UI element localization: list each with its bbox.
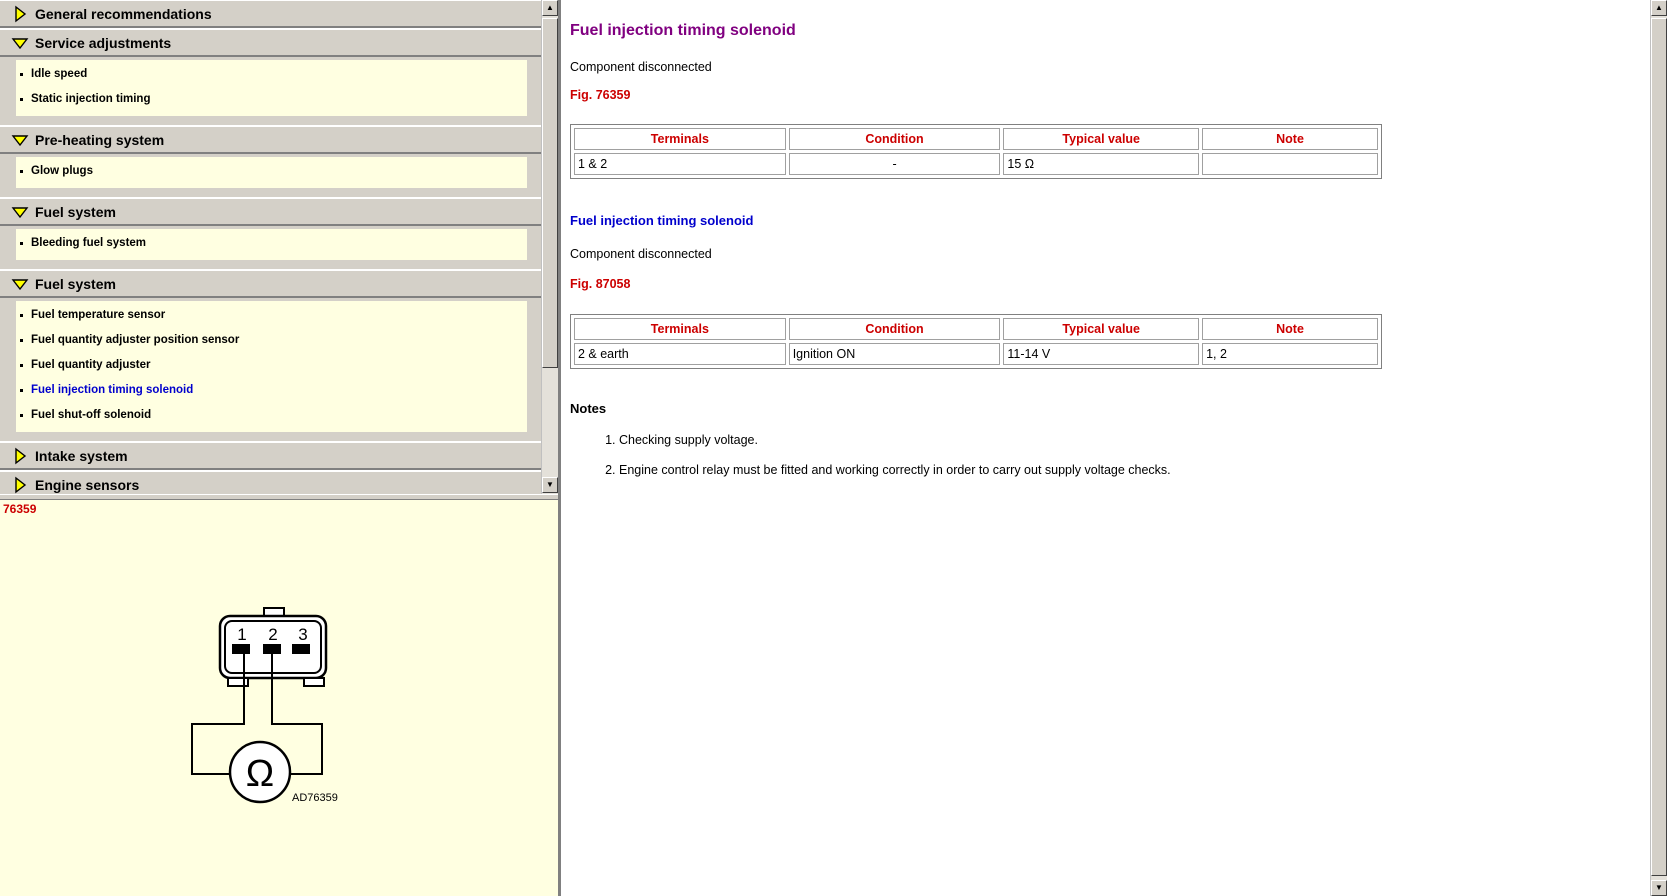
pin-number: 3 [298,625,308,644]
cell-typical-value: 11-14 V [1003,343,1199,365]
section-fuel-system [0,198,541,270]
component-state: Component disconnected [570,247,712,261]
yellow-arrow-icon [12,477,28,493]
figure-link[interactable]: Fig. 76359 [570,88,631,102]
section-header-pre-heating-system[interactable] [0,126,541,154]
section-header-intake-system[interactable] [0,442,541,470]
component-state: Component disconnected [570,60,712,74]
scroll-down-button[interactable]: ▼ [542,477,558,493]
scroll-thumb[interactable] [542,18,558,368]
voltage-table [570,314,1382,369]
table-header-row [574,318,1378,340]
ohmmeter-symbol: Ω [245,753,275,795]
cell-terminals: 2 & earth [574,343,786,365]
nav-item-fuel-quantity-adjuster-position-sensor[interactable]: Fuel quantity adjuster position sensor [16,328,527,353]
scroll-up-button[interactable]: ▲ [1651,0,1667,16]
resistance-table [570,124,1382,179]
notes-list [570,425,1650,485]
yellow-arrow-down-icon [12,204,28,220]
yellow-arrow-icon [12,448,28,464]
table-row [574,153,1378,175]
section-title: Service adjustments [35,35,172,51]
nav-item-fuel-quantity-adjuster[interactable]: Fuel quantity adjuster [16,353,527,378]
cell-condition: Ignition ON [789,343,1001,365]
connector-ohmmeter-diagram [180,600,380,820]
scroll-down-button[interactable]: ▼ [1651,880,1667,896]
section-items [16,301,527,432]
column-header: Terminals [574,318,786,340]
figure-number: 76359 [3,502,37,516]
column-header: Terminals [574,128,786,150]
table-row [574,343,1378,365]
section-items [16,60,527,116]
section-title: Fuel system [35,276,116,292]
nav-item-fuel-shut-off-solenoid[interactable]: Fuel shut-off solenoid [16,403,527,428]
yellow-arrow-down-icon [12,35,28,51]
nav-item-bleeding-fuel-system[interactable]: Bleeding fuel system [16,231,527,256]
column-header: Condition [789,318,1001,340]
section-items [16,229,527,260]
section-header-service-adjustments[interactable] [0,29,541,57]
cell-typical-value: 15 Ω [1003,153,1199,175]
cell-terminals: 1 & 2 [574,153,786,175]
nav-item-static-injection-timing[interactable]: Static injection timing [16,87,527,112]
section-pre-heating-system [0,126,541,198]
section-intake-system [0,442,541,471]
section-general-recommendations [0,0,541,29]
column-header: Note [1202,128,1378,150]
yellow-arrow-icon [12,6,28,22]
page-title: Fuel injection timing solenoid [570,22,796,39]
cell-note: 1, 2 [1202,343,1378,365]
column-header: Note [1202,318,1378,340]
figure-link[interactable]: Fig. 87058 [570,277,631,291]
section-title: Intake system [35,448,128,464]
section-header-general-recommendations[interactable] [0,0,541,28]
nav-scrollbar[interactable] [541,0,558,494]
note-item: 1. Checking supply voltage. [619,425,1650,455]
content-pane [561,0,1663,896]
nav-item-fuel-injection-timing-solenoid[interactable]: Fuel injection timing solenoid [16,378,527,403]
cell-note [1202,153,1378,175]
nav-item-glow-plugs[interactable]: Glow plugs [16,159,527,184]
section-fuel-system-2 [0,270,541,442]
section-items [16,157,527,188]
nav-item-fuel-temperature-sensor[interactable]: Fuel temperature sensor [16,303,527,328]
note-item: 2. Engine control relay must be fitted and working correctly in order to carry out supply voltage checks. [619,455,1650,485]
column-header: Typical value [1003,128,1199,150]
table-header-row [574,128,1378,150]
section-service-adjustments [0,29,541,126]
pin-number: 1 [237,625,247,644]
scroll-thumb[interactable] [1651,18,1667,876]
pin-number: 2 [268,625,278,644]
yellow-arrow-down-icon [12,132,28,148]
section-header-fuel-system[interactable] [0,198,541,226]
section-title: Fuel system [35,204,116,220]
section-subtitle: Fuel injection timing solenoid [570,213,754,228]
section-title: Engine sensors [35,477,140,493]
navigation-pane [0,0,558,494]
figure-code: AD76359 [292,792,338,804]
content-scrollbar[interactable] [1650,0,1667,896]
column-header: Typical value [1003,318,1199,340]
section-title: General recommendations [35,6,212,22]
section-list [0,0,541,500]
nav-item-idle-speed[interactable]: Idle speed [16,62,527,87]
section-header-fuel-system-2[interactable] [0,270,541,298]
column-header: Condition [789,128,1001,150]
cell-condition: - [789,153,1001,175]
scroll-up-button[interactable]: ▲ [542,0,558,16]
yellow-arrow-down-icon [12,276,28,292]
figure-pane [0,500,558,896]
notes-heading: Notes [570,401,607,416]
section-title: Pre-heating system [35,132,165,148]
